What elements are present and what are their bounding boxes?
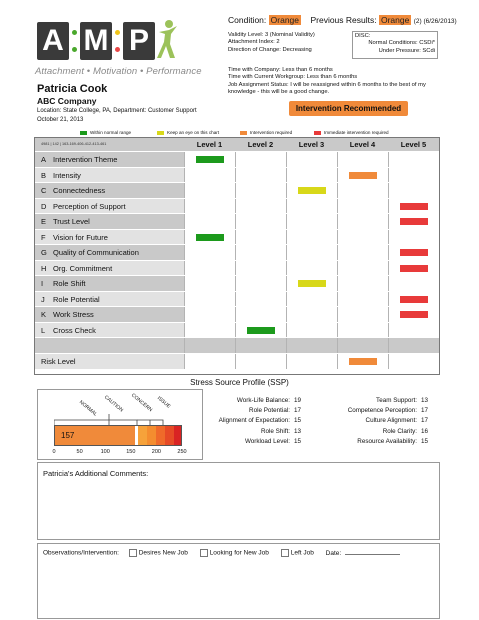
observations-box[interactable] — [37, 543, 440, 619]
legend-swatch — [157, 131, 164, 135]
date-input[interactable] — [345, 554, 400, 555]
legend-item-normal — [80, 130, 131, 135]
logo-letter-m: M — [80, 22, 112, 60]
row-name: Work Stress — [53, 310, 94, 319]
level-cell — [388, 245, 439, 260]
row-label — [41, 233, 108, 242]
level-marker — [298, 280, 326, 287]
row-name: Intensity — [53, 170, 81, 180]
previous-results-label: Previous Results: — [310, 15, 377, 25]
table-row — [35, 275, 439, 291]
level-cell — [235, 168, 286, 183]
row-label — [41, 295, 100, 304]
row-letter: I — [41, 279, 44, 288]
observations-row — [43, 549, 400, 557]
level-cell — [388, 261, 439, 276]
legend-label: Keep an eye on this chart — [167, 130, 220, 135]
level-marker — [400, 265, 428, 272]
stat-row: Culture Alignment: 17 — [365, 417, 429, 425]
row-letter: C — [41, 186, 47, 195]
level-cell — [388, 276, 439, 291]
stat-row: Role Clarity: 16 — [382, 427, 429, 435]
row-name: Org. Commitment — [53, 263, 113, 273]
gauge-zone — [156, 426, 165, 445]
zone-label-caution: CAUTION — [103, 394, 125, 414]
logo-tagline: Attachment • Motivation • Performance — [35, 66, 202, 77]
row-name: Intervention Theme — [53, 155, 118, 164]
attachment-index: Attachment Index: 2 — [228, 39, 280, 46]
row-letter: A — [41, 155, 47, 164]
level-cell — [286, 261, 337, 276]
stat-row: Competence Perception: 17 — [347, 407, 429, 415]
legend-label: Intervention required — [250, 130, 293, 135]
row-letter: L — [41, 325, 46, 335]
level-cell — [235, 338, 286, 353]
logo-letter-a: A — [37, 22, 69, 60]
level-cell — [286, 338, 337, 353]
zone-label-normal: NORMAL — [78, 399, 99, 418]
desires-new-job-label: Desires New Job — [138, 549, 188, 557]
stat-row: Alignment of Expectation: 15 — [218, 417, 302, 425]
level-cell — [337, 152, 388, 167]
level-marker — [400, 296, 428, 303]
row-label — [41, 248, 139, 257]
date-label: Date: — [325, 549, 342, 557]
legend-swatch — [314, 131, 321, 135]
row-label — [41, 171, 81, 180]
table-row — [35, 322, 439, 338]
row-letter: J — [41, 294, 45, 304]
level-cell — [286, 230, 337, 245]
ssp-title: Stress Source Profile (SSP) — [190, 378, 289, 387]
stat-row: Role Potential: 17 — [249, 407, 302, 415]
row-name: Perception of Support — [53, 201, 126, 211]
level-cell — [286, 354, 337, 369]
row-name: Cross Check — [53, 325, 96, 335]
level-marker — [247, 327, 275, 334]
level-cell — [388, 338, 439, 353]
table-row — [35, 151, 439, 167]
row-letter: D — [41, 201, 47, 211]
legend-label: Within normal range — [90, 130, 132, 135]
row-name: Trust Level — [53, 217, 90, 226]
level-cell — [388, 199, 439, 214]
level-cell — [184, 199, 235, 214]
level-cell — [184, 183, 235, 198]
intervention-table — [34, 137, 440, 375]
level-marker — [349, 358, 377, 365]
zone-label-concern: CONCERN — [130, 392, 154, 414]
level-cell — [235, 152, 286, 167]
level-cell — [286, 245, 337, 260]
time-with-company: Time with Company: Less than 6 months — [228, 67, 333, 73]
table-row — [35, 229, 439, 245]
level-cell — [337, 183, 388, 198]
looking-for-new-job-checkbox[interactable] — [200, 549, 208, 557]
level-cell — [184, 214, 235, 229]
legend-item-watch — [157, 130, 219, 135]
gauge-zone — [138, 426, 147, 445]
level-cell — [337, 230, 388, 245]
disc-normal: Normal Conditions: CSDi* — [368, 40, 435, 47]
level-cell — [337, 323, 388, 338]
location-text: Location: State College, PA, Department: Customer Support — [37, 108, 197, 114]
desires-new-job-checkbox[interactable] — [129, 549, 137, 557]
gauge-tick-label: 250 — [177, 449, 187, 455]
level-marker — [196, 234, 224, 241]
level-cell — [388, 292, 439, 307]
table-row — [35, 291, 439, 307]
level-cell — [286, 292, 337, 307]
comments-title: Patricia's Additional Comments: — [43, 469, 149, 478]
row-name: Quality of Communication — [53, 248, 139, 257]
stat-row: Workload Level: 15 — [244, 437, 302, 445]
observations-title: Observations/Intervention: — [43, 549, 119, 557]
level-marker — [400, 203, 428, 210]
level-cell — [286, 276, 337, 291]
validity-level: Validity Level: 3 (Nominal Validity) — [228, 32, 315, 38]
level-header: Level 1 — [196, 140, 223, 149]
left-job-checkbox[interactable] — [281, 549, 289, 557]
level-cell — [337, 214, 388, 229]
level-cell — [337, 338, 388, 353]
level-cell — [337, 292, 388, 307]
ssp-gauge-box — [37, 389, 203, 460]
level-cell — [235, 199, 286, 214]
level-cell — [235, 307, 286, 322]
level-cell — [235, 230, 286, 245]
level-cell — [286, 199, 337, 214]
level-cell — [184, 338, 235, 353]
gauge-tick-label: 150 — [126, 449, 136, 455]
person-name: Patricia Cook — [37, 83, 108, 95]
level-cell — [184, 230, 235, 245]
legend-swatch — [240, 131, 247, 135]
level-cell — [286, 183, 337, 198]
stat-row: Team Support: 13 — [376, 397, 429, 404]
level-marker — [196, 156, 224, 163]
level-header: Level 3 — [298, 140, 325, 149]
level-cell — [184, 276, 235, 291]
level-header: Level 5 — [400, 140, 427, 149]
logo-dot-green — [72, 30, 77, 35]
stat-row: Resource Availability: 15 — [357, 437, 429, 445]
row-label — [41, 217, 90, 226]
level-cell — [286, 307, 337, 322]
level-cell — [235, 261, 286, 276]
level-marker — [400, 311, 428, 318]
level-cell — [388, 152, 439, 167]
level-cell — [235, 245, 286, 260]
previous-results-extra: (2) (6/26/2013) — [413, 18, 457, 25]
level-cell — [184, 323, 235, 338]
condition-label: Condition: — [228, 15, 267, 25]
row-label — [41, 264, 112, 273]
level-header: Level 4 — [349, 140, 376, 149]
level-cell — [235, 354, 286, 369]
level-cell — [184, 168, 235, 183]
table-code: 4981 | 142 | 163-169-406-412-413-461 — [41, 142, 107, 146]
level-cell — [184, 354, 235, 369]
legend-item-immediate — [314, 130, 389, 135]
table-row — [35, 337, 439, 353]
level-cell — [388, 183, 439, 198]
level-cell — [388, 214, 439, 229]
stat-row: Role Shift: 13 — [260, 427, 302, 435]
level-marker — [400, 218, 428, 225]
stat-row: Work-Life Balance: 19 — [236, 397, 302, 404]
table-row — [35, 182, 439, 198]
level-cell — [286, 214, 337, 229]
level-cell — [337, 245, 388, 260]
gauge-tick-label: 100 — [100, 449, 110, 455]
ssp-stats-left — [209, 396, 309, 447]
logo-letter-p: P — [123, 22, 155, 60]
disc-pressure: Under Pressure: SCdi — [378, 47, 435, 54]
legend-swatch — [80, 131, 87, 135]
tenure-block — [228, 67, 440, 96]
amp-logo — [37, 22, 179, 62]
table-row — [35, 260, 439, 276]
logo-dot-red — [115, 47, 120, 52]
level-cell — [235, 292, 286, 307]
condition-row — [228, 15, 457, 25]
level-cell — [388, 354, 439, 369]
level-cell — [388, 168, 439, 183]
zone-label-issue: ISSUE — [156, 395, 172, 410]
logo-dot-yellow — [115, 30, 120, 35]
company-name: ABC Company — [37, 96, 97, 106]
row-label — [41, 326, 96, 335]
row-letter: E — [41, 217, 47, 226]
time-with-workgroup: Time with Current Workgroup: Less than 6 months — [228, 74, 358, 81]
disc-title: DISC: — [355, 33, 371, 39]
row-letter: B — [41, 170, 47, 180]
table-row — [35, 213, 439, 229]
level-cell — [184, 245, 235, 260]
gauge-tick-label: 50 — [76, 449, 83, 455]
level-cell — [337, 261, 388, 276]
row-letter: K — [41, 310, 47, 319]
job-assignment-status: Job Assignment Status: I will be reassigned within 6 months to the best of my knowledge - this will be a good change. — [228, 81, 426, 95]
table-row — [35, 306, 439, 322]
level-marker — [400, 249, 428, 256]
person-figure-icon — [155, 18, 179, 62]
level-cell — [235, 183, 286, 198]
row-label — [41, 357, 76, 366]
direction-of-change: Direction of Change: Decreasing — [228, 46, 312, 53]
level-header: Level 2 — [247, 140, 274, 149]
level-cell — [286, 168, 337, 183]
level-cell — [235, 323, 286, 338]
table-row — [35, 167, 439, 183]
logo-dot-green-2 — [72, 47, 77, 52]
level-cell — [184, 292, 235, 307]
table-row — [35, 244, 439, 260]
row-name: Role Potential — [53, 294, 100, 304]
level-cell — [184, 261, 235, 276]
level-cell — [337, 168, 388, 183]
level-cell — [286, 152, 337, 167]
table-header — [35, 138, 439, 151]
ssp-stats-right — [310, 396, 436, 447]
looking-for-new-job-label: Looking for New Job — [209, 549, 269, 557]
row-label — [41, 202, 126, 211]
level-cell — [286, 323, 337, 338]
gauge-zone — [147, 426, 156, 445]
table-row — [35, 353, 439, 369]
row-label — [41, 155, 117, 164]
row-name: Connectedness — [53, 186, 106, 195]
gauge-zone — [174, 426, 182, 445]
intervention-recommended-badge: Intervention Recommended — [289, 101, 408, 116]
left-job-label: Left Job — [290, 549, 314, 557]
level-cell — [235, 214, 286, 229]
row-name: Risk Level — [41, 356, 76, 366]
report-date: October 21, 2013 — [37, 117, 84, 123]
gauge-zone — [165, 426, 174, 445]
disc-box — [352, 31, 438, 59]
gauge-tick-label: 0 — [52, 449, 56, 455]
legend-label: Immediate intervention required — [324, 130, 389, 135]
gauge-value: 157 — [61, 431, 75, 440]
level-cell — [337, 354, 388, 369]
previous-results-badge: Orange — [380, 15, 410, 25]
table-row — [35, 198, 439, 214]
row-name: Role Shift — [53, 279, 86, 288]
condition-badge: Orange — [270, 15, 300, 25]
row-letter: G — [41, 248, 47, 257]
level-marker — [349, 172, 377, 179]
validity-block — [228, 32, 315, 54]
level-cell — [184, 307, 235, 322]
row-label — [41, 279, 86, 288]
level-cell — [388, 307, 439, 322]
level-cell — [337, 307, 388, 322]
level-cell — [337, 199, 388, 214]
row-letter: F — [41, 232, 46, 242]
level-cell — [388, 230, 439, 245]
row-letter: H — [41, 263, 47, 273]
level-marker — [298, 187, 326, 194]
level-cell — [337, 276, 388, 291]
level-cell — [388, 323, 439, 338]
legend-item-intervention — [240, 130, 292, 135]
level-cell — [184, 152, 235, 167]
comments-box[interactable] — [37, 462, 440, 540]
row-name: Vision for Future — [53, 232, 108, 242]
gauge-tick-label: 200 — [151, 449, 161, 455]
row-label — [41, 310, 94, 319]
row-label — [41, 186, 105, 195]
stress-gauge — [54, 425, 182, 446]
level-cell — [235, 276, 286, 291]
